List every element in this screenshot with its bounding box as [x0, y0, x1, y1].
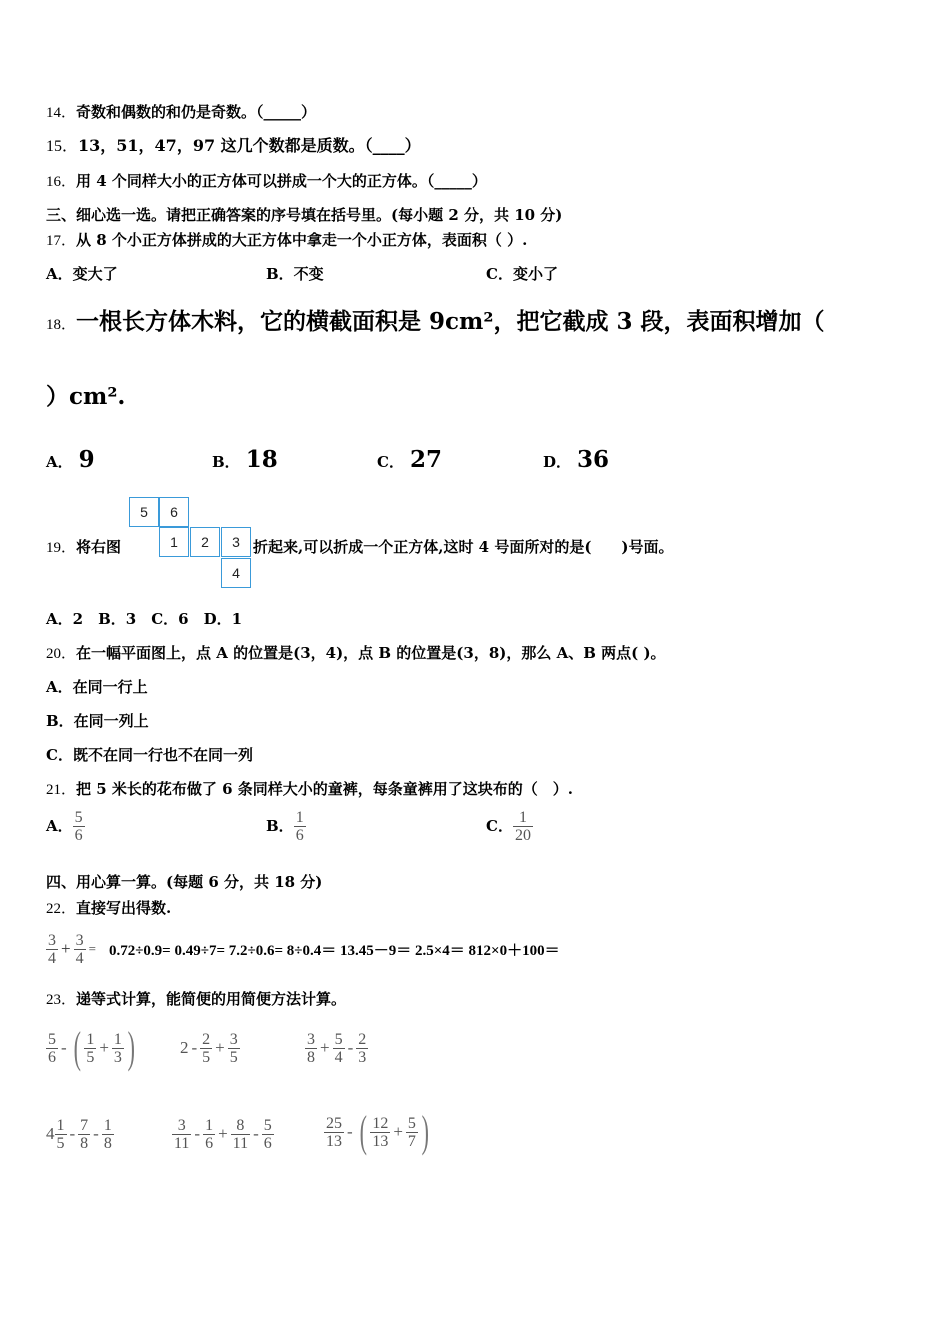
q18-option-a: A． 9 — [46, 446, 95, 473]
question-text: 在一幅平面图上，点 A 的位置是(3，4)，点 B 的位置是(3，8)，那么 A、B 两点( )。 — [76, 644, 666, 662]
question-21 — [46, 779, 573, 800]
question-number: 17． — [46, 233, 77, 249]
question-text: 将右图 — [76, 538, 122, 556]
net-cell: 5 — [129, 497, 159, 527]
question-19-pre — [46, 537, 121, 558]
q22-expressions: $\frac{3}{4}$ + $\frac{3}{4}$ = 0.72÷0.9= 0.49÷7= 7.2÷0.6= 8÷0.4＝ 13.45－9＝ 2.5×4＝ 812×0＋100＝ — [48, 931, 560, 967]
question-number: 15． — [46, 138, 79, 155]
q23-expression-3: $\frac{3}{8}$ + $\frac{5}{4}$ - $\frac{2}{3}$ — [307, 1030, 367, 1066]
q17-option-c: C．变小了 — [486, 265, 558, 283]
q23-expression-1: $\frac{5}{6}$ - ( $\frac{1}{5}$ + $\frac{1}{3}$ ) — [48, 1023, 135, 1072]
q23-expression-2: 2 - $\frac{2}{5}$ + $\frac{3}{5}$ — [180, 1030, 238, 1066]
q21-option-a: A． $\frac{5}{6}$ — [46, 808, 83, 844]
question-20 — [46, 643, 666, 664]
question-text: 用 4 个同样大小的正方体可以拼成一个大的正方体。（_____） — [76, 172, 487, 190]
question-number: 20． — [46, 646, 77, 662]
question-number: 16． — [46, 174, 77, 190]
net-cell: 6 — [159, 497, 189, 527]
q17-option-b: B．不变 — [266, 265, 324, 283]
question-text: 直接写出得数. — [76, 899, 172, 917]
q21-option-b: B． $\frac{1}{6}$ — [266, 808, 304, 844]
q17-option-a: A．变大了 — [46, 265, 118, 283]
question-22 — [46, 898, 171, 919]
q20-option-c: C．既不在同一行也不在同一列 — [46, 746, 253, 764]
net-cell: 2 — [190, 527, 220, 557]
net-cell: 3 — [221, 527, 251, 557]
question-number: 14． — [46, 105, 77, 121]
question-16 — [46, 171, 487, 192]
q18-option-d: D． 36 — [543, 446, 610, 473]
q19-options: A．2 B．3 C．6 D．1 — [46, 610, 243, 628]
net-cell: 4 — [221, 558, 251, 588]
question-19-post: 折起来,可以折成一个正方体,这时 4 号面所对的是( )号面。 — [253, 538, 674, 556]
q18-option-c: C． 27 — [377, 446, 442, 473]
question-number: 23． — [46, 992, 77, 1008]
q23-expression-5: $\frac{3}{11}$ - $\frac{1}{6}$ + $\frac{8}{11}$ - $\frac{5}{6}$ — [174, 1116, 272, 1152]
question-17 — [46, 230, 527, 251]
question-15 — [46, 136, 421, 157]
question-18-line1 — [46, 306, 824, 341]
question-23 — [46, 989, 346, 1010]
question-text: 13，51，47，97 这几个数都是质数。（____） — [78, 136, 421, 155]
q18-option-b: B． 18 — [212, 446, 278, 473]
q23-expression-6: $\frac{25}{13}$ - ( $\frac{12}{13}$ + $\frac{5}{7}$ ) — [326, 1107, 429, 1156]
question-number: 21． — [46, 782, 77, 798]
q23-expression-4: 4 $\frac{1}{5}$ - $\frac{7}{8}$ - $\frac{1}{8}$ — [46, 1116, 112, 1152]
question-14 — [46, 102, 316, 123]
q20-option-b: B．在同一列上 — [46, 712, 149, 730]
question-text: 从 8 个小正方体拼成的大正方体中拿走一个小正方体，表面积（ ）. — [76, 231, 528, 249]
question-number: 18． — [46, 317, 77, 333]
section-3-heading: 三、细心选一选。请把正确答案的序号填在括号里。(每小题 2 分，共 10 分) — [46, 206, 563, 224]
question-18-line2: ）cm². — [46, 383, 126, 410]
question-text: 递等式计算，能简便的用简便方法计算。 — [76, 990, 347, 1008]
question-number: 19． — [46, 540, 77, 556]
section-4-heading: 四、用心算一算。(每题 6 分，共 18 分) — [46, 873, 323, 891]
q21-option-c: C． $\frac{1}{20}$ — [486, 808, 531, 844]
question-text: 奇数和偶数的和仍是奇数。（_____） — [76, 103, 317, 121]
question-number: 22． — [46, 901, 77, 917]
q20-option-a: A．在同一行上 — [46, 678, 148, 696]
net-cell: 1 — [159, 527, 189, 557]
question-text: 把 5 米长的花布做了 6 条同样大小的童裤，每条童裤用了这块布的（ ）. — [76, 780, 574, 798]
question-text: 一根长方体木料，它的横截面积是 9cm²，把它截成 3 段，表面积增加（ — [76, 308, 825, 335]
